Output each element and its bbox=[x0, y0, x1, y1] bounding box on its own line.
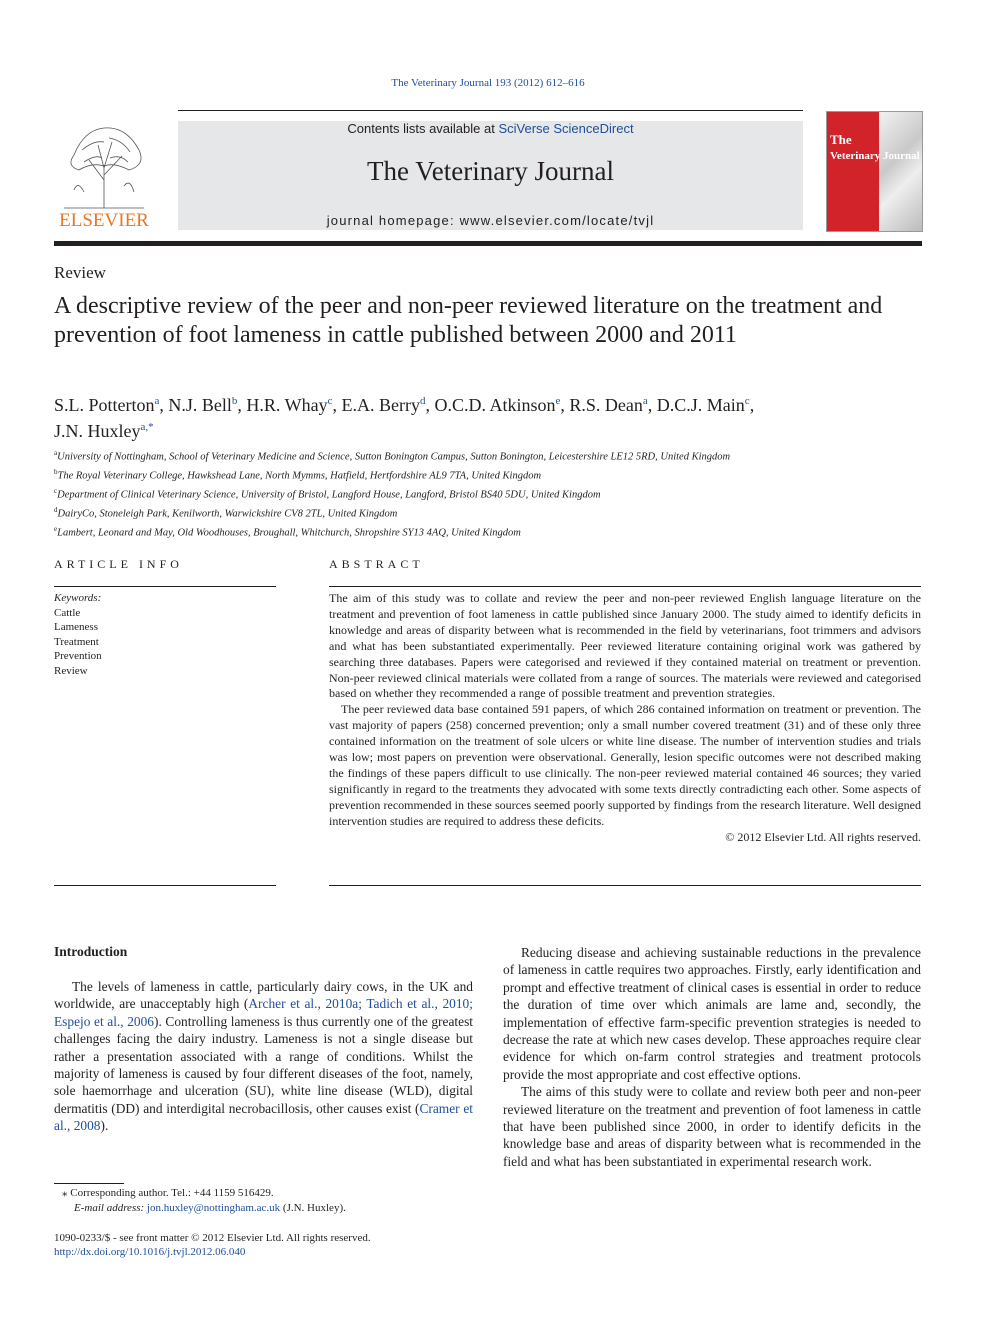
footnote-line bbox=[54, 1201, 473, 1216]
affiliation-text: The Royal Veterinary College, Hawkshead Lane, North Mymms, Hatfield, Hertfordshire AL9 7TA, United Kingdom bbox=[57, 470, 542, 482]
affiliations bbox=[54, 446, 934, 541]
email-suffix: (J.N. Huxley). bbox=[282, 1201, 346, 1214]
affiliation bbox=[54, 484, 934, 503]
journal-cover-thumbnail bbox=[826, 111, 923, 232]
body-text: The levels of lameness in cattle, particularly dairy cows, in the UK and worldwide, are unacceptably high ( bbox=[54, 979, 473, 1012]
body-left-column bbox=[54, 978, 473, 1135]
affiliation-text: University of Nottingham, School of Veterinary Medicine and Science, Sutton Bonington Campus, Sutton Bonington, Leicestershire LE12 5RD, United Kingdom bbox=[57, 451, 731, 463]
contents-line bbox=[178, 121, 803, 136]
author-affil-sup[interactable]: d bbox=[419, 395, 426, 407]
affiliation bbox=[54, 503, 934, 522]
article-info-rule bbox=[54, 586, 276, 587]
abstract-bottom-rule bbox=[329, 885, 921, 886]
body-text: ). Controlling lameness is thus currently one of the greatest challenges facing the dairy industry. Lameness is not a single disease but rather a presentation associated with a range of conditions. Whilst the majority of lameness is caused by four different diseases of the foot, namely, sole haemorrhage and ulceration (SU), white line disease (WLD), digital dermatitis (DD) and interdigital necrobacillosis, other causes exist ( bbox=[54, 1013, 473, 1116]
abstract-rule bbox=[329, 586, 921, 587]
keyword: Review bbox=[54, 664, 88, 677]
keyword: Prevention bbox=[54, 650, 102, 662]
journal-citation[interactable]: The Veterinary Journal 193 (2012) 612–616 bbox=[391, 77, 585, 89]
abstract-paragraph: The aim of this study was to collate and review the peer and non-peer reviewed English language literature on the treatment and prevention of foot lameness in cattle published since January 2000. The study aimed to identify deficits in knowledge and areas of disparity between what is recommended in the field by veterinarians, foot trimmers and advisors and what has been substantiated experimentally. Peer reviewed literature containing original work was gathered by searching three databases. Papers were categorised and reviewed if they contained material on treatment or prevention. Non-peer reviewed clinical materials were collated from a range of sources. The materials were reviewed and categorised based on whether they recommended a range of possible treatment and prevention strategies. bbox=[329, 591, 921, 701]
header-rule bbox=[178, 110, 803, 111]
article-type: Review bbox=[54, 263, 106, 282]
author-affil-sup[interactable]: e bbox=[555, 395, 561, 407]
abstract-body bbox=[329, 591, 921, 846]
author-affil-sup[interactable]: a bbox=[642, 395, 648, 407]
author[interactable]: S.L. Potterton bbox=[54, 395, 155, 415]
body-paragraph bbox=[54, 978, 473, 1135]
abstract-heading: ABSTRACT bbox=[329, 557, 424, 571]
affiliation-text: DairyCo, Stoneleigh Park, Kenilworth, Warwickshire CV8 2TL, United Kingdom bbox=[57, 508, 398, 520]
article-info-heading: ARTICLE INFO bbox=[54, 557, 183, 571]
abstract-copyright: © 2012 Elsevier Ltd. All rights reserved. bbox=[725, 829, 921, 844]
sciencedirect-link[interactable]: SciVerse ScienceDirect bbox=[498, 121, 634, 136]
article-title: A descriptive review of the peer and non-peer reviewed literature on the treatment and prevention of foot lameness in cattle published between 2000 and 2011 bbox=[54, 293, 883, 348]
author[interactable]: E.A. Berry bbox=[341, 395, 420, 415]
affiliation-text: Lambert, Leonard and May, Old Woodhouses, Broughall, Whitchurch, Shropshire SY13 4AQ, United Kingdom bbox=[57, 527, 521, 539]
introduction-heading: Introduction bbox=[54, 944, 128, 959]
issn-block bbox=[54, 1231, 554, 1259]
author[interactable]: D.C.J. Main bbox=[656, 395, 745, 415]
issn-line: 1090-0233/$ - see front matter © 2012 Elsevier Ltd. All rights reserved. bbox=[54, 1232, 371, 1244]
affiliation-sup: a bbox=[54, 449, 58, 457]
author-affil-sup[interactable]: a,* bbox=[140, 421, 154, 433]
corresponding-star: ⁎ bbox=[62, 1187, 68, 1199]
author-list: S.L. Potterton$^a$, N.J. Bell$^b$, H.R. Whay$^c$, E.A. Berry$^d$, O.C.D. Atkinson$^e$, R.S. Dean$^a$, D.C.J. Main$^c$, J.N. Huxley$^{a,*}$ bbox=[54, 395, 755, 441]
elsevier-wordmark: ELSEVIER bbox=[59, 210, 149, 231]
keywords-block bbox=[54, 591, 274, 678]
author[interactable]: J.N. Huxley bbox=[54, 421, 141, 441]
keyword: Lameness bbox=[54, 621, 98, 633]
email-label: E-mail address: bbox=[74, 1201, 145, 1214]
citation-link[interactable]: Cramer et al., 2008 bbox=[54, 1100, 473, 1134]
body-text: ). bbox=[100, 1118, 109, 1134]
affiliation-sup: c bbox=[54, 486, 58, 495]
keyword: Cattle bbox=[54, 606, 81, 619]
author-affil-sup[interactable]: b bbox=[231, 395, 238, 407]
cover-title-line2: Veterinary Journal bbox=[830, 150, 920, 162]
affiliation-sup: b bbox=[54, 467, 58, 476]
journal-name: The Veterinary Journal bbox=[367, 156, 614, 186]
footnote-line bbox=[54, 1186, 473, 1201]
author[interactable]: R.S. Dean bbox=[569, 395, 643, 415]
author[interactable]: N.J. Bell bbox=[168, 395, 232, 415]
affiliation-sup: d bbox=[54, 505, 58, 514]
author-affil-sup[interactable]: c bbox=[327, 395, 333, 407]
header-thick-rule bbox=[54, 241, 922, 246]
email-link[interactable]: jon.huxley@nottingham.ac.uk bbox=[146, 1201, 281, 1214]
author[interactable]: O.C.D. Atkinson bbox=[434, 395, 556, 415]
affiliation bbox=[54, 446, 934, 465]
citation-link[interactable]: Archer et al., 2010a; Tadich et al., 2010; Espejo et al., 2006 bbox=[54, 996, 473, 1029]
article-info-bottom-rule bbox=[54, 885, 276, 886]
affiliation bbox=[54, 522, 934, 541]
keyword: Treatment bbox=[54, 635, 99, 648]
author[interactable]: H.R. Whay bbox=[246, 395, 328, 415]
footnote-rule bbox=[54, 1183, 124, 1184]
affiliation bbox=[54, 465, 934, 484]
body-paragraph: Reducing disease and achieving sustainable reductions in the prevalence of lameness in cattle requires two approaches. Firstly, early identification and prompt and effective treatment of clinical cases is essential in order to reduce the duration of time over which animals are lame and, secondly, the implementation of effective farm-specific prevention strategies is needed to decrease the rate at which new cases develop. These approaches require clear evidence for which on-farm control strategies and treatment protocols provide the most appropriate and cost effective options. bbox=[503, 945, 921, 1082]
corresponding-text: Corresponding author. Tel.: +44 1159 516429. bbox=[70, 1187, 274, 1199]
body-paragraph: The aims of this study were to collate and review both peer and non-peer reviewed literature on the treatment and prevention of foot lameness in cattle that have been published since 2000, in order to identify deficits in the knowledge base and areas of disparity between what is recommended in the field and what has been substantiated in experimental research work. bbox=[503, 1084, 921, 1169]
corresponding-footnote bbox=[54, 1186, 473, 1215]
journal-homepage[interactable]: journal homepage: www.elsevier.com/locate/tvjl bbox=[326, 213, 655, 228]
abstract-paragraph: The peer reviewed data base contained 591 papers, of which 286 contained information on treatment or prevention. The vast majority of papers (258) concerned prevention; only a small number covered treatment (31) and of these only three contained information on the treatment of sole ulcers or white line disease. The number of intervention studies and trials was low; most papers on prevention were observational. Generally, lesion specific outcomes were not described making the findings of these papers difficult to use clinically. The non-peer reviewed material contained 46 sources; they varied significantly in regard to the treatments they advocated with some texts directly contradicting each other. Some aspects of prevention recommended in these sources seemed poorly supported by findings from the research literature. Well designed intervention studies are required to address these deficits. bbox=[329, 702, 921, 828]
author-affil-sup[interactable]: a bbox=[154, 395, 160, 407]
body-right-column bbox=[503, 944, 921, 1170]
cover-title-line1: The bbox=[830, 132, 852, 147]
affiliation-text: Department of Clinical Veterinary Science, University of Bristol, Langford House, Langford, Bristol BS40 5DU, United Kingdom bbox=[57, 489, 601, 501]
affiliation-sup: e bbox=[54, 524, 58, 533]
contents-prefix: Contents lists available at bbox=[347, 121, 499, 136]
doi-link[interactable]: http://dx.doi.org/10.1016/j.tvjl.2012.06.040 bbox=[54, 1246, 246, 1258]
author-affil-sup[interactable]: c bbox=[744, 395, 750, 407]
keywords-label: Keywords: bbox=[54, 592, 102, 604]
